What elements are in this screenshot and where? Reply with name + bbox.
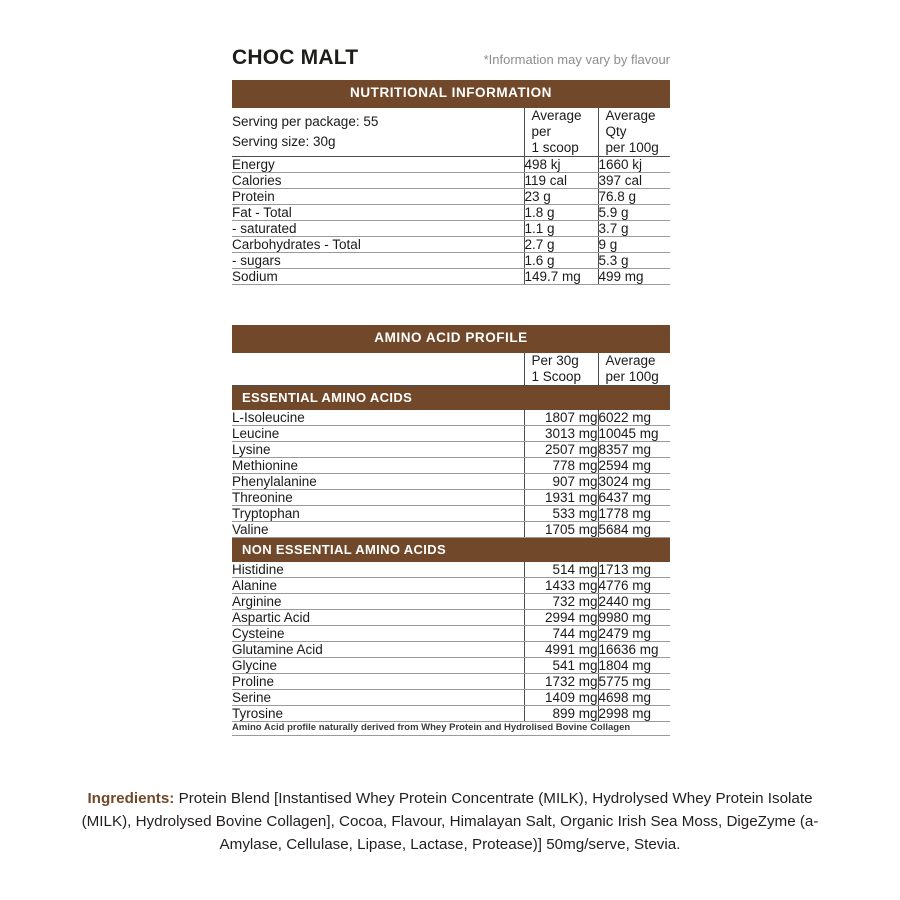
row-value-per-100g: 6437 mg [598,489,670,505]
row-value-per-serve: 778 mg [524,457,598,473]
row-label: Lysine [232,441,524,457]
serving-info-cell [232,108,524,156]
table-row [232,593,670,609]
table-row [232,425,670,441]
nutritional-information-band: NUTRITIONAL INFORMATION [232,80,670,108]
row-label: Carbohydrates - Total [232,236,524,252]
row-value-per-serve: 2507 mg [524,441,598,457]
row-label: Fat - Total [232,204,524,220]
row-label: Tyrosine [232,705,524,721]
ingredients-block [62,788,838,856]
row-value-per-serve: 732 mg [524,593,598,609]
row-value-per-100g: 5.3 g [598,252,670,268]
essential-amino-acids-title: ESSENTIAL AMINO ACIDS [232,386,670,410]
flavour-disclaimer: *Information may vary by flavour [483,52,670,67]
row-value-per-serve: 1931 mg [524,489,598,505]
row-value-per-100g: 1778 mg [598,505,670,521]
amino-header-spacer [232,353,524,385]
row-label: Methionine [232,457,524,473]
row-value-per-serve: 1.6 g [524,252,598,268]
non-essential-row-group [232,562,670,722]
nutritional-information-panel [232,80,670,285]
amino-acid-profile-band: AMINO ACID PROFILE [232,325,670,353]
amino-header-row [232,353,670,385]
table-row [232,268,670,284]
row-value-per-100g: 9980 mg [598,609,670,625]
row-label: Histidine [232,562,524,578]
table-row [232,457,670,473]
row-value-per-serve: 1433 mg [524,577,598,593]
row-value-per-serve: 3013 mg [524,425,598,441]
row-value-per-serve: 4991 mg [524,641,598,657]
col-b-header-line1: Average [605,107,656,123]
row-value-per-100g: 4776 mg [598,577,670,593]
row-value-per-100g: 10045 mg [598,425,670,441]
row-value-per-serve: 541 mg [524,657,598,673]
row-value-per-serve: 2994 mg [524,609,598,625]
non-essential-section [232,537,670,562]
row-value-per-100g: 4698 mg [598,689,670,705]
non-essential-amino-acids-title: NON ESSENTIAL AMINO ACIDS [232,538,670,562]
row-label: Arginine [232,593,524,609]
row-value-per-100g: 76.8 g [598,188,670,204]
ingredients-text: Protein Blend [Instantised Whey Protein Concentrate (MILK), Hydrolysed Whey Protein Isolate (MILK), Hydrolysed Bovine Collagen], Cocoa, Flavour, Himalayan Salt, Organic Irish Sea Moss, DigeZyme (a-Amylase, Cellulase, Lipase, Lactase, Protease)] 50mg/serve, Stevia. [81,790,819,853]
row-label: Aspartic Acid [232,609,524,625]
row-value-per-serve: 1.1 g [524,220,598,236]
row-value-per-100g: 2440 mg [598,593,670,609]
table-row [232,236,670,252]
row-value-per-100g: 8357 mg [598,441,670,457]
ingredients-label: Ingredients: [87,790,175,807]
row-label: Alanine [232,577,524,593]
row-value-per-serve: 899 mg [524,705,598,721]
row-label: Protein [232,188,524,204]
row-value-per-100g: 2998 mg [598,705,670,721]
table-row [232,220,670,236]
row-label: - saturated [232,220,524,236]
row-value-per-100g: 1660 kj [598,156,670,172]
row-label: Leucine [232,425,524,441]
row-value-per-100g: 2479 mg [598,625,670,641]
table-row [232,625,670,641]
amino-acid-table [232,353,670,736]
table-row [232,689,670,705]
amino-col-b-line1: Average [605,352,656,368]
row-label: Serine [232,689,524,705]
row-value-per-serve: 1.8 g [524,204,598,220]
table-row [232,473,670,489]
row-value-per-100g: 6022 mg [598,410,670,426]
col-a-header-line3: 1 scoop [531,139,579,155]
non-essential-section-header-row [232,537,670,562]
table-row [232,156,670,172]
essential-section-header-row [232,385,670,410]
row-value-per-100g: 16636 mg [598,641,670,657]
nutrition-row-group [232,156,670,284]
amino-col-b-line2: per 100g [605,368,659,384]
row-label: Tryptophan [232,505,524,521]
col-a-header-line2: per [531,123,552,139]
row-label: - sugars [232,252,524,268]
row-value-per-serve: 2.7 g [524,236,598,252]
col-b-header-line3: per 100g [605,139,659,155]
row-label: Sodium [232,268,524,284]
row-label: Glutamine Acid [232,641,524,657]
row-value-per-serve: 533 mg [524,505,598,521]
table-row [232,188,670,204]
row-value-per-serve: 23 g [524,188,598,204]
row-label: Cysteine [232,625,524,641]
serving-per-package: Serving per package: 55 [232,114,379,130]
table-row [232,505,670,521]
row-value-per-serve: 149.7 mg [524,268,598,284]
row-value-per-serve: 498 kj [524,156,598,172]
row-label: Glycine [232,657,524,673]
table-row [232,705,670,721]
col-a-header-line1: Average [531,107,582,123]
nutrition-table [232,108,670,285]
table-row [232,441,670,457]
row-label: Valine [232,521,524,537]
essential-row-group [232,410,670,538]
amino-footnote-row [232,721,670,735]
col-b-header-line2: Qty [605,123,627,139]
row-value-per-100g: 5.9 g [598,204,670,220]
row-value-per-serve: 1409 mg [524,689,598,705]
row-value-per-100g: 1804 mg [598,657,670,673]
page-title: CHOC MALT [232,46,359,69]
row-value-per-serve: 119 cal [524,172,598,188]
amino-col-a-line2: 1 Scoop [531,368,582,384]
row-value-per-100g: 2594 mg [598,457,670,473]
table-row [232,252,670,268]
row-label: L-Isoleucine [232,410,524,426]
row-label: Calories [232,172,524,188]
row-value-per-100g: 3024 mg [598,473,670,489]
row-label: Proline [232,673,524,689]
title-row [232,46,670,70]
row-value-per-serve: 1807 mg [524,410,598,426]
table-row [232,521,670,537]
table-row [232,673,670,689]
row-value-per-serve: 907 mg [524,473,598,489]
row-label: Phenylalanine [232,473,524,489]
table-row [232,172,670,188]
amino-col-a-header [524,353,598,385]
row-value-per-serve: 514 mg [524,562,598,578]
nutrition-col-a-header [524,108,598,156]
table-row [232,657,670,673]
amino-col-b-header [598,353,670,385]
row-value-per-serve: 1732 mg [524,673,598,689]
row-label: Energy [232,156,524,172]
row-value-per-100g: 9 g [598,236,670,252]
row-value-per-100g: 5775 mg [598,673,670,689]
row-value-per-serve: 1705 mg [524,521,598,537]
amino-col-a-line1: Per 30g [531,352,579,368]
table-row [232,562,670,578]
row-value-per-100g: 3.7 g [598,220,670,236]
nutrition-col-b-header [598,108,670,156]
table-row [232,609,670,625]
row-label: Threonine [232,489,524,505]
table-row [232,577,670,593]
row-value-per-100g: 397 cal [598,172,670,188]
amino-footnote: Amino Acid profile naturally derived from Whey Protein and Hydrolised Bovine Collagen [232,721,670,735]
table-row [232,641,670,657]
table-row [232,204,670,220]
essential-section [232,385,670,410]
row-value-per-serve: 744 mg [524,625,598,641]
table-row [232,489,670,505]
nutrition-header-row [232,108,670,156]
serving-size: Serving size: 30g [232,133,336,149]
row-value-per-100g: 1713 mg [598,562,670,578]
amino-acid-profile-panel [232,325,670,736]
row-value-per-100g: 5684 mg [598,521,670,537]
table-row [232,410,670,426]
row-value-per-100g: 499 mg [598,268,670,284]
